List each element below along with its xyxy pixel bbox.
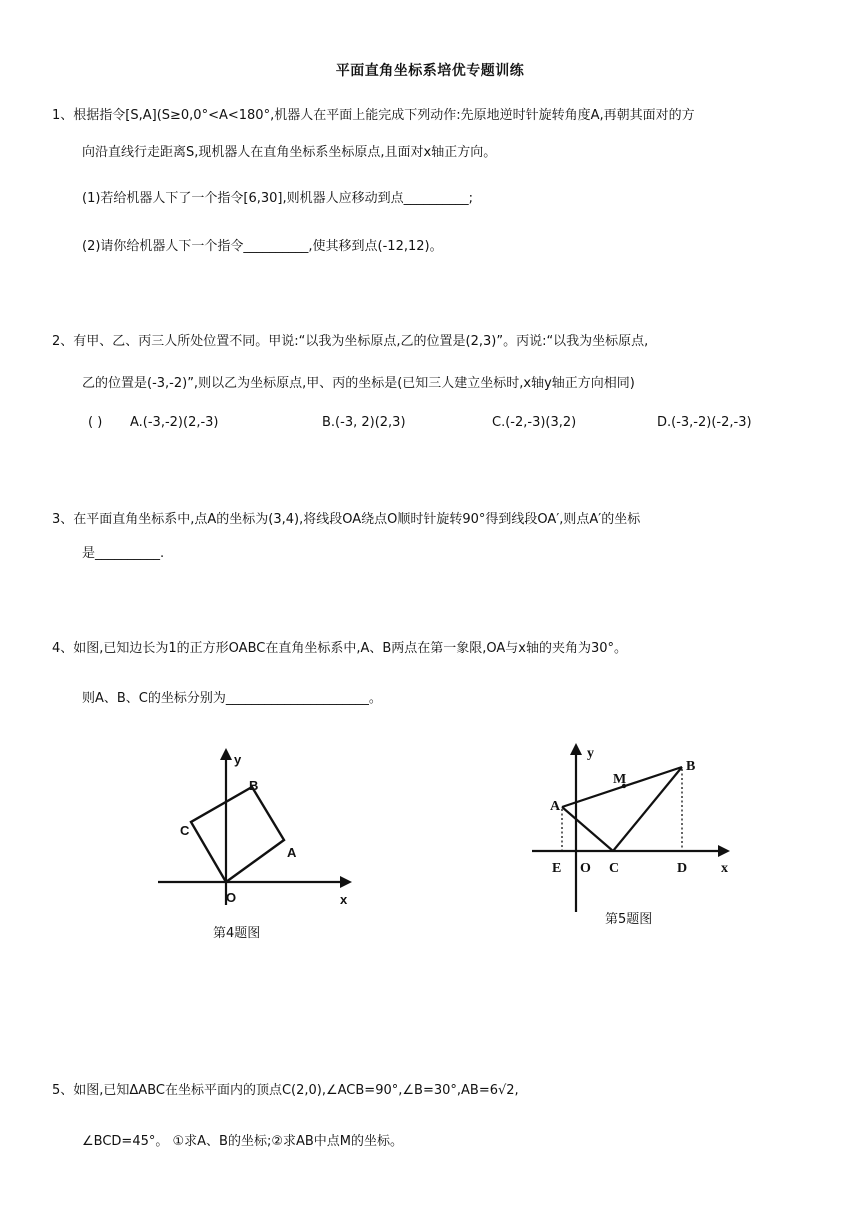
fig5-label-e: E [552,861,562,876]
fig4-label-b: B [249,778,259,793]
q2-line1: 2、有甲、乙、丙三人所处位置不同。甲说:“以我为坐标原点,乙的位置是(2,3)”。丙说:“以我为坐标原点, [52,334,649,349]
fig4-label-y: y [234,752,242,767]
fig5-label-x: x [721,861,728,876]
fig5-y-arrow [570,743,582,755]
fig4-label-a: A [287,845,297,860]
q1-line1: 1、根据指令[S,A](S≥0,0°<A<180°,机器人在平面上能完成下列动作:先原地逆时针旋转角度A,再朝其面对的方 [52,108,695,123]
fig5-label-m: M [613,772,627,787]
q2-option-b: B.(-3, 2)(2,3) [322,415,406,430]
fig4-label-c: C [180,823,190,838]
q1-line2: 向沿直线行走距离S,现机器人在直角坐标系坐标原点,且面对x轴正方向。 [82,145,497,160]
figure-4-diagram [150,742,370,912]
fig5-x-arrow [718,845,730,857]
q2-option-c: C.(-2,-3)(3,2) [492,415,577,430]
document-title: 平面直角坐标系培优专题训练 [335,63,525,79]
q3-line2: 是__________. [82,546,165,561]
fig4-caption: 第4题图 [213,926,261,941]
fig4-square-oabc [191,787,284,882]
q2-bracket: ( ) [88,415,103,430]
fig5-label-b: B [686,759,696,774]
fig4-label-o: O [226,890,237,905]
fig5-label-c: C [609,861,620,876]
q4-line2: 则A、B、C的坐标分别为______________________。 [82,691,382,706]
q3-line1: 3、在平面直角坐标系中,点A的坐标为(3,4),将线段OA绕点O顺时针旋转90°得到线段OA′,则点A′的坐标 [52,512,641,527]
q4-line1: 4、如图,已知边长为1的正方形OABC在直角坐标系中,A、B两点在第一象限,OA与x轴的夹角为30°。 [52,641,628,656]
fig5-label-y: y [587,746,594,761]
fig5-segment-ac [562,807,613,851]
fig5-label-o: O [580,861,591,876]
fig4-label-x: x [340,892,348,907]
fig5-caption: 第5题图 [605,912,653,927]
q5-line1: 5、如图,已知ΔABC在坐标平面内的顶点C(2,0),∠ACB=90°,∠B=30°,AB=6√2, [52,1083,519,1098]
figure-5-diagram [525,736,750,916]
fig4-y-arrow [220,748,232,760]
q1-part2: (2)请你给机器人下一个指令__________,使其移到点(-12,12)。 [82,239,443,254]
q1-part1: (1)若给机器人下了一个指令[6,30],则机器人应移动到点__________; [82,191,474,206]
q2-line2: 乙的位置是(-3,-2)”,则以乙为坐标原点,甲、丙的坐标是(已知三人建立坐标时,x轴y轴正方向相同) [82,376,635,391]
q2-option-a: A.(-3,-2)(2,-3) [130,415,219,430]
fig4-x-arrow [340,876,352,888]
q5-line2: ∠BCD=45°。 ①求A、B的坐标;②求AB中点M的坐标。 [82,1134,404,1149]
fig5-label-a: A [550,799,561,814]
q2-option-d: D.(-3,-2)(-2,-3) [657,415,752,430]
fig5-label-d: D [677,861,688,876]
